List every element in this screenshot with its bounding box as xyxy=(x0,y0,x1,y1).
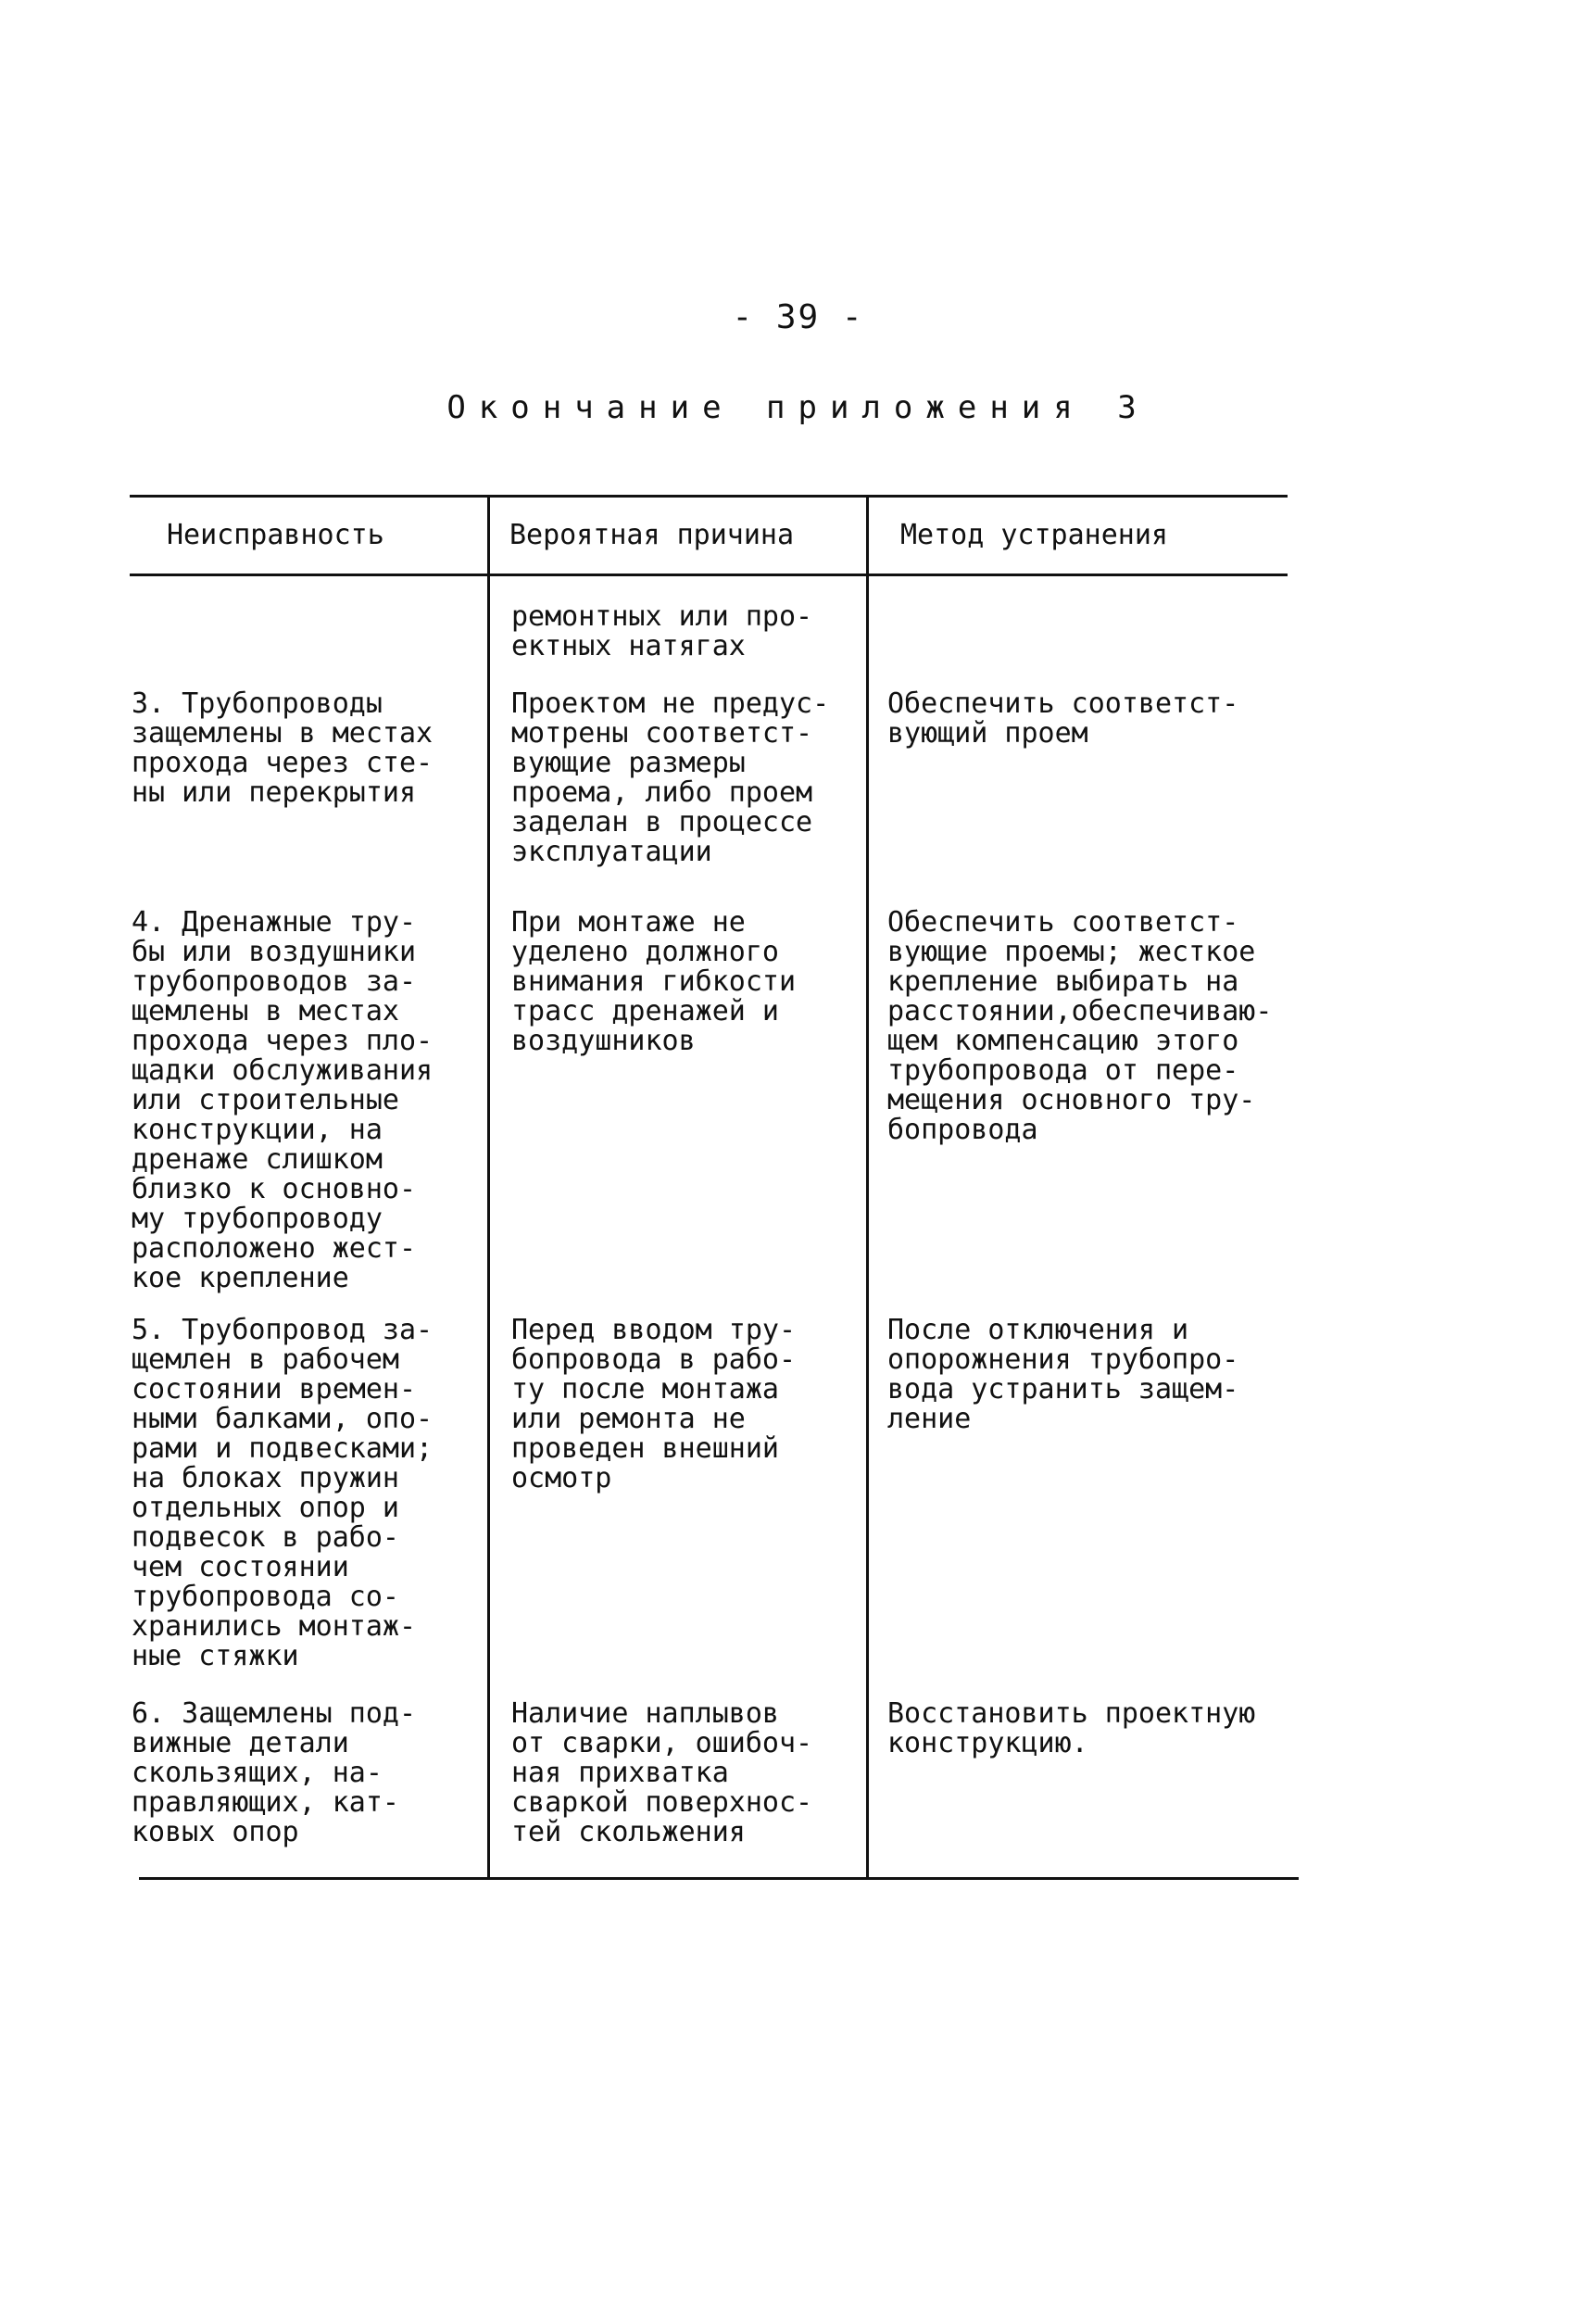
row-3-cause: Проектом не предус- мотрены соответст- вующие размеры проема, либо проем заделан в процессе эксплуатации xyxy=(511,687,830,868)
row-4-remedy: Обеспечить соответст- вующие проемы; жесткое крепление выбирать на расстоянии,обеспечиваю- щем компенсацию этого трубопровода от пере- мещения основного тру- бопровода xyxy=(887,906,1273,1146)
row-4-fault: 4. Дренажные тру- бы или воздушники трубопроводов за- щемлены в местах прохода через пло- щадки обслуживания или строительные конструкции, на дренаже слишком близко к основно- му трубопроводу расположено жест- кое крепление xyxy=(132,906,434,1294)
row-5-fault: 5. Трубопровод за- щемлен в рабочем состоянии времен- ными балками, опо- рами и подвесками; на блоках пружин отдельных опор и подвесок в рабо- чем состоянии трубопровода со- хранились монтаж- ные стяжки xyxy=(132,1314,434,1672)
header-fault: Неисправность xyxy=(167,519,384,551)
page-number: - 39 - xyxy=(732,298,864,336)
continuation-cause: ремонтных или про- ектных натягах xyxy=(511,600,813,662)
row-6-cause: Наличие наплывов от сварки, ошибоч- ная прихватка сваркой поверхнос- тей скольжения xyxy=(511,1697,813,1848)
table-top-rule xyxy=(130,495,1288,498)
row-6-fault: 6. Защемлены под- вижные детали скользящих, на- правляющих, кат- ковых опор xyxy=(132,1697,417,1848)
header-remedy: Метод устранения xyxy=(900,519,1168,551)
row-6-remedy: Восстановить проектную конструкцию. xyxy=(887,1697,1256,1759)
header-cause: Вероятная причина xyxy=(509,519,795,551)
row-5-cause: Перед вводом тру- бопровода в рабо- ту после монтажа или ремонта не проведен внешний осмотр xyxy=(511,1314,797,1494)
column-divider-1 xyxy=(487,495,490,1880)
column-divider-2 xyxy=(866,495,869,1880)
row-5-remedy: После отключения и опорожнения трубопро- вода устранить защем- ление xyxy=(887,1314,1239,1435)
appendix-heading: Окончание приложения 3 xyxy=(446,389,1150,426)
row-3-fault: 3. Трубопроводы защемлены в местах прохода через сте- ны или перекрытия xyxy=(132,687,434,809)
table-header-rule xyxy=(130,574,1288,576)
table-bottom-rule xyxy=(139,1877,1299,1880)
row-4-cause: При монтаже не уделено должного внимания гибкости трасс дренажей и воздушников xyxy=(511,906,797,1057)
row-3-remedy: Обеспечить соответст- вующий проем xyxy=(887,687,1239,750)
